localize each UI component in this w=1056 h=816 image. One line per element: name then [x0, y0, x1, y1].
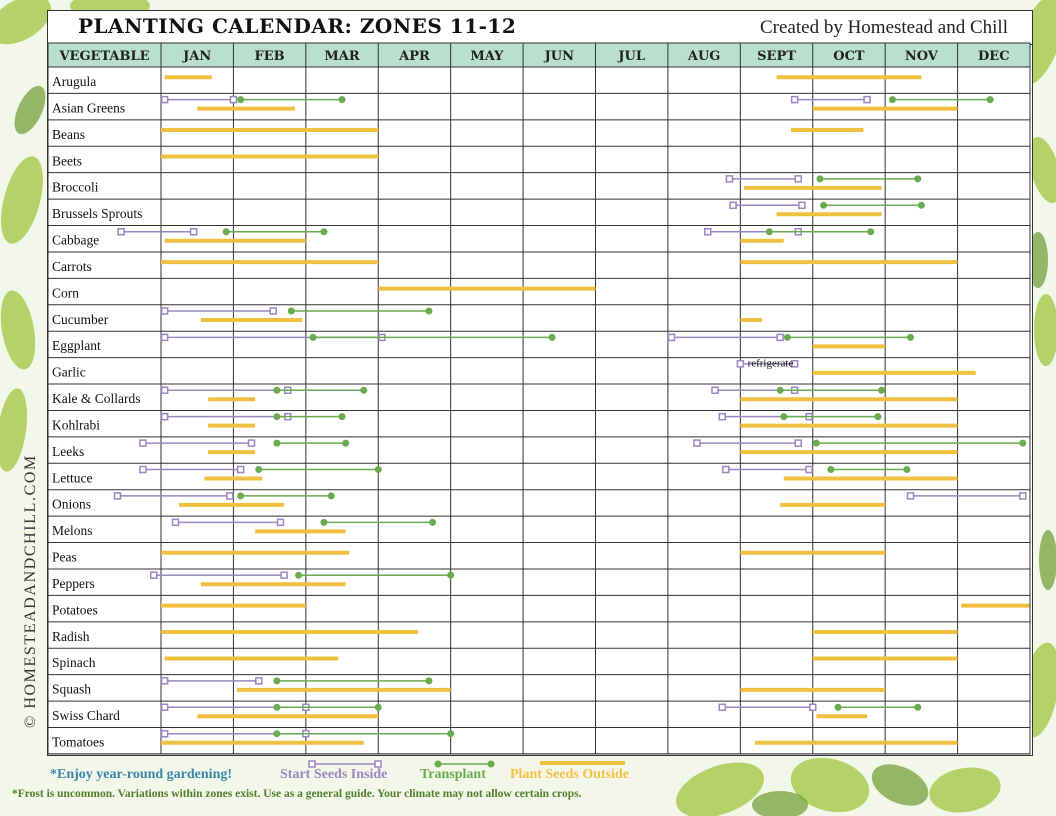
vegetable-name: Peas [52, 549, 77, 565]
start-inside-marker [792, 97, 798, 103]
start-inside-marker [162, 704, 168, 710]
start-inside-marker [230, 97, 236, 103]
month-feb: FEB [254, 49, 285, 64]
start-inside-marker [256, 678, 262, 684]
start-inside-marker [777, 334, 783, 340]
transplant-marker [780, 413, 787, 420]
vegetable-name: Beets [52, 153, 82, 169]
transplant-marker [237, 96, 244, 103]
vegetable-name: Corn [52, 285, 79, 301]
transplant-marker [375, 704, 382, 711]
transplant-marker [375, 466, 382, 473]
start-inside-marker [162, 414, 168, 420]
transplant-marker [820, 202, 827, 209]
start-inside-marker [151, 572, 157, 578]
transplant-marker [903, 466, 910, 473]
start-inside-marker [238, 467, 244, 473]
garlic-note: refrigerate [747, 357, 794, 370]
month-apr: APR [399, 49, 430, 64]
start-inside-marker [908, 493, 914, 499]
start-inside-marker [795, 176, 801, 182]
vegetable-name: Radish [52, 628, 90, 644]
month-aug: AUG [687, 49, 721, 64]
transplant-marker [328, 492, 335, 499]
transplant-marker [907, 334, 914, 341]
transplant-marker [987, 96, 994, 103]
vegetable-name: Arugula [52, 74, 97, 89]
start-inside-marker [694, 440, 700, 446]
transplant-marker [777, 387, 784, 394]
transplant-marker [447, 730, 454, 737]
vegetable-name: Onions [52, 496, 92, 512]
transplant-marker [273, 440, 280, 447]
year-round-note: *Enjoy year-round gardening! [50, 767, 233, 782]
start-inside-marker [162, 97, 168, 103]
vegetable-name: Swiss Chard [52, 708, 120, 724]
month-oct: OCT [833, 49, 865, 64]
start-inside-marker [806, 467, 812, 473]
legend-start-label: Start Seeds Inside [280, 767, 388, 782]
transplant-marker [295, 572, 302, 579]
vegetable-name: Cucumber [52, 311, 109, 327]
start-inside-marker [281, 572, 287, 578]
legend-outside-label: Plant Seeds Outside [510, 767, 630, 782]
vegetable-name: Cabbage [52, 232, 100, 248]
transplant-marker [1019, 440, 1026, 447]
credit-text: Created by Homestead and Chill [760, 17, 1008, 38]
transplant-marker [339, 96, 346, 103]
vegetable-name: Melons [52, 523, 93, 539]
transplant-marker [273, 413, 280, 420]
vegetable-name: Tomatoes [52, 734, 105, 750]
transplant-marker [288, 307, 295, 314]
transplant-marker [549, 334, 556, 341]
vegetable-name: Broccoli [52, 179, 99, 195]
vegetable-name: Peppers [52, 575, 95, 591]
start-inside-marker [1020, 493, 1026, 499]
transplant-marker [784, 334, 791, 341]
vegetable-name: Asian Greens [52, 100, 126, 116]
transplant-marker [223, 228, 230, 235]
page-title: PLANTING CALENDAR: ZONES 11-12 [78, 14, 517, 38]
transplant-marker [874, 413, 881, 420]
start-inside-marker [669, 334, 675, 340]
transplant-marker [816, 175, 823, 182]
month-jul: JUL [618, 49, 646, 64]
vegetable-name: Garlic [52, 364, 86, 380]
start-inside-marker [277, 519, 283, 525]
transplant-marker [342, 440, 349, 447]
frost-footnote: *Frost is uncommon. Variations within zones exist. Use as a general guide. Your climate may not allow certain crops. [12, 788, 582, 800]
legend-transplant-marker [488, 761, 495, 768]
transplant-marker [914, 704, 921, 711]
vegetable-name: Squash [52, 681, 92, 697]
start-inside-marker [705, 229, 711, 235]
start-inside-marker [249, 440, 255, 446]
copyright-text: © HOMESTEADANDCHILL.COM [22, 454, 39, 728]
start-inside-marker [162, 334, 168, 340]
transplant-marker [320, 519, 327, 526]
transplant-marker [889, 96, 896, 103]
month-jan: JAN [183, 49, 212, 64]
transplant-marker [867, 228, 874, 235]
start-inside-marker [162, 731, 168, 737]
transplant-marker [273, 387, 280, 394]
transplant-marker [255, 466, 262, 473]
start-inside-marker [712, 387, 718, 393]
start-inside-marker [719, 414, 725, 420]
transplant-marker [425, 677, 432, 684]
transplant-marker [360, 387, 367, 394]
vegetable-name: Kale & Collards [52, 391, 141, 407]
transplant-marker [914, 175, 921, 182]
month-may: MAY [470, 49, 504, 64]
month-nov: NOV [904, 49, 938, 64]
start-inside-marker [726, 176, 732, 182]
transplant-marker [918, 202, 925, 209]
transplant-marker [429, 519, 436, 526]
month-sept: SEPT [757, 49, 796, 64]
start-inside-marker [864, 97, 870, 103]
start-inside-marker [191, 229, 197, 235]
start-inside-marker [118, 229, 124, 235]
start-inside-marker [730, 202, 736, 208]
vegetable-name: Lettuce [52, 470, 93, 486]
start-inside-marker [799, 202, 805, 208]
transplant-marker [273, 677, 280, 684]
transplant-marker [237, 492, 244, 499]
start-inside-marker [719, 704, 725, 710]
start-inside-marker [172, 519, 178, 525]
month-mar: MAR [324, 49, 360, 64]
vegetable-name: Potatoes [52, 602, 98, 618]
transplant-marker [310, 334, 317, 341]
legend-transplant-label: Transplant [420, 767, 486, 782]
start-inside-marker [140, 440, 146, 446]
transplant-marker [273, 704, 280, 711]
vegetable-name: Brussels Sprouts [52, 206, 143, 222]
month-jun: JUN [544, 49, 574, 64]
transplant-marker [447, 572, 454, 579]
vegetable-name: Spinach [52, 655, 96, 671]
vegetable-name: Beans [52, 126, 85, 142]
start-inside-marker [140, 467, 146, 473]
start-inside-marker [162, 678, 168, 684]
start-inside-marker [162, 308, 168, 314]
start-inside-marker [723, 467, 729, 473]
start-inside-marker [227, 493, 233, 499]
vegetable-name: Kohlrabi [52, 417, 100, 433]
start-inside-marker [737, 361, 743, 367]
transplant-marker [827, 466, 834, 473]
transplant-marker [425, 307, 432, 314]
start-inside-marker [270, 308, 276, 314]
vegetable-name: Carrots [52, 258, 92, 274]
transplant-marker [273, 730, 280, 737]
start-inside-marker [810, 704, 816, 710]
start-inside-marker [162, 387, 168, 393]
vegetable-name: Eggplant [52, 338, 101, 354]
vegetable-name: Leeks [52, 443, 85, 459]
transplant-marker [813, 440, 820, 447]
start-inside-marker [795, 440, 801, 446]
month-dec: DEC [978, 49, 1010, 64]
transplant-marker [766, 228, 773, 235]
transplant-marker [878, 387, 885, 394]
transplant-marker [320, 228, 327, 235]
transplant-marker [339, 413, 346, 420]
transplant-marker [835, 704, 842, 711]
start-inside-marker [115, 493, 121, 499]
header-vegetable: VEGETABLE [59, 49, 150, 64]
